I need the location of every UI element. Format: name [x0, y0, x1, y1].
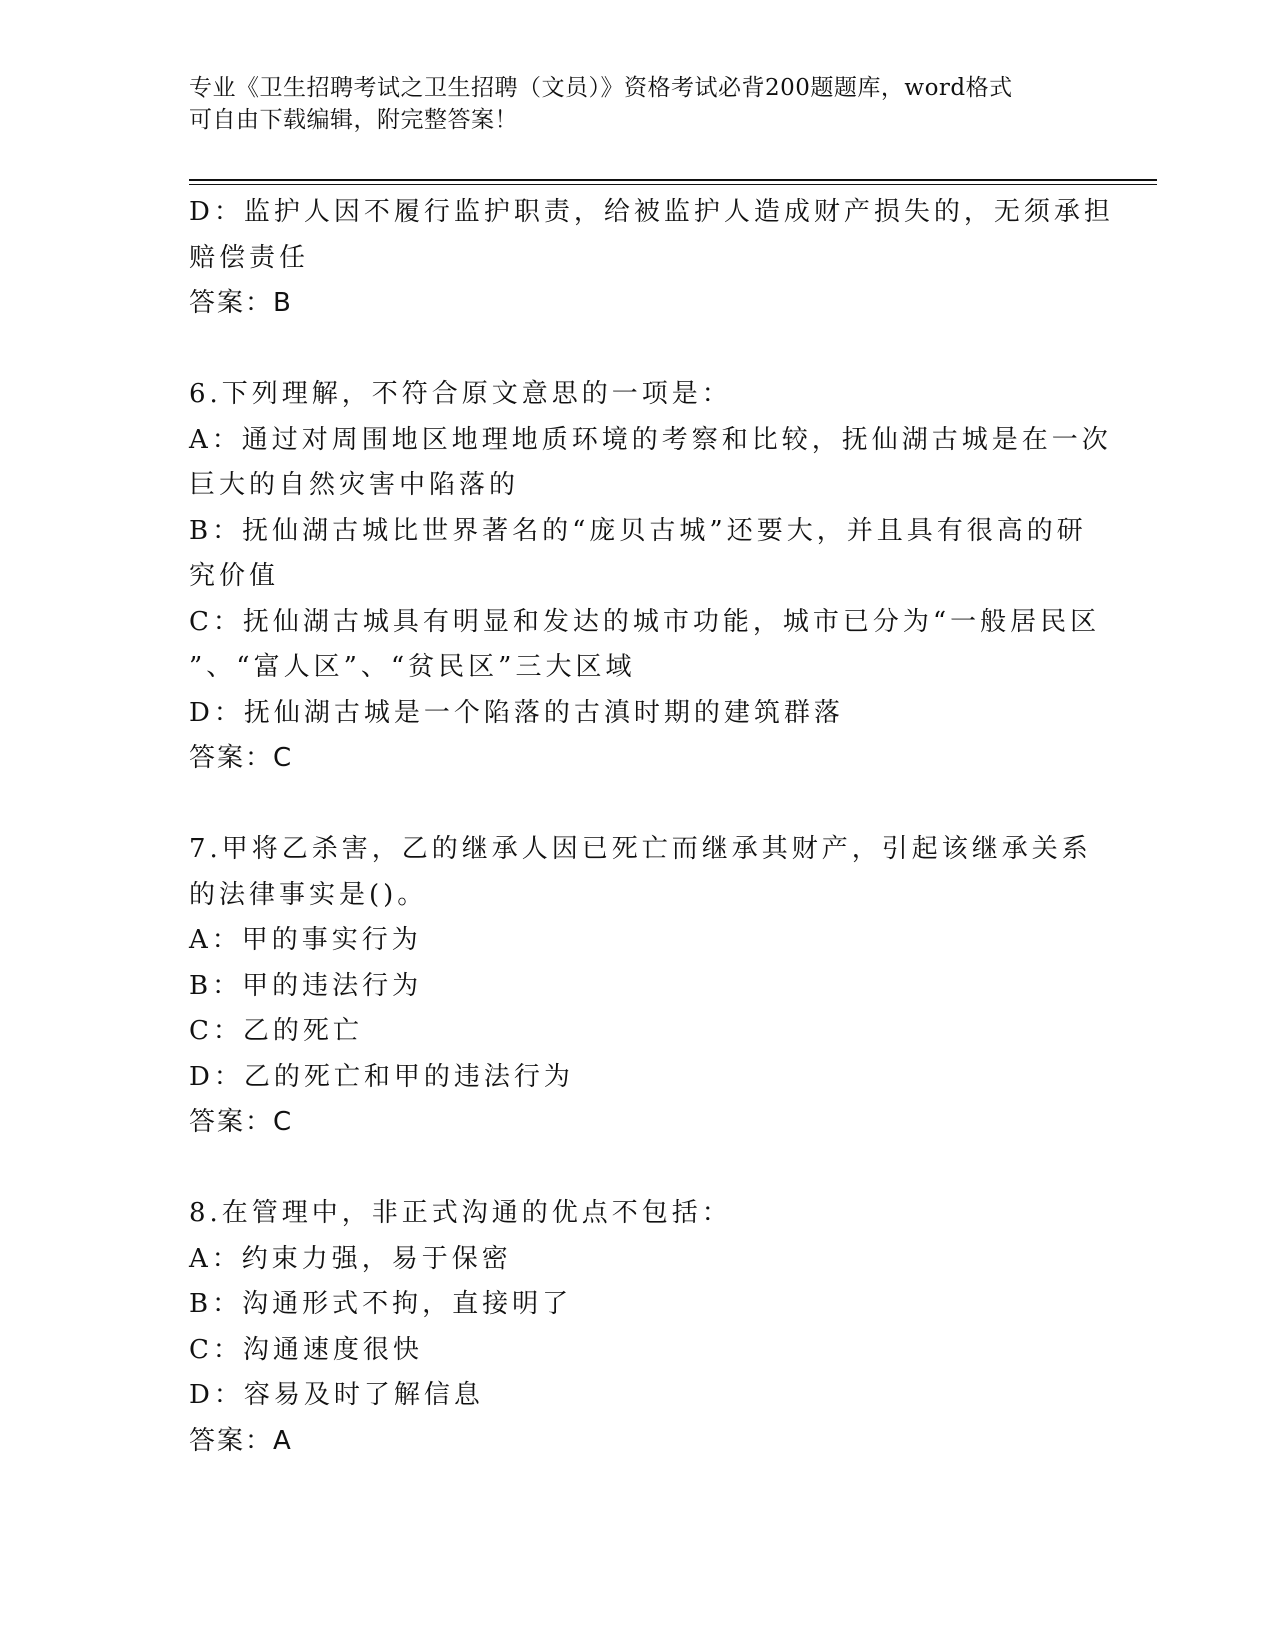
option-d-continued: 赔偿责任 [189, 242, 310, 273]
question-text: 7.甲将乙杀害，乙的继承人因已死亡而继承其财产，引起该继承关系 [189, 834, 1092, 864]
option-a: A：甲的事实行为 [189, 925, 422, 955]
option-c: C：乙的死亡 [189, 1016, 363, 1046]
option-b: B：甲的违法行为 [189, 970, 423, 1001]
option-a: A：约束力强，易于保密 [189, 1243, 512, 1274]
option-d: D：监护人因不履行监护职责，给被监护人造成财产损失的，无须承担 [189, 197, 1114, 227]
option-b: B：抚仙湖古城比世界著名的“庞贝古城”还要大，并且具有很高的研 [189, 515, 1087, 546]
option-d: D：乙的死亡和甲的违法行为 [189, 1061, 574, 1092]
option-b-continued: 究价值 [189, 561, 280, 591]
header-title-line-2: 可自由下载编辑，附完整答案！ [189, 107, 518, 133]
option-a-continued: 巨大的自然灾害中陷落的 [189, 470, 520, 500]
question-text: 8.在管理中，非正式沟通的优点不包括： [189, 1198, 732, 1228]
option-d: D：抚仙湖古城是一个陷落的古滇时期的建筑群落 [189, 697, 844, 728]
answer-line: 答案：C [189, 1107, 294, 1137]
question-5-tail [189, 190, 1114, 327]
question-list [189, 190, 1114, 1464]
answer-line: 答案：B [189, 288, 293, 318]
header-title-line-1: 专业《卫生招聘考试之卫生招聘（文员）》资格考试必背200题题库，word格式 [189, 75, 1013, 101]
question-8 [189, 1191, 1089, 1464]
option-d: D：容易及时了解信息 [189, 1380, 484, 1410]
header-divider-thin [189, 184, 1157, 185]
option-a: A：通过对周围地区地理地质环境的考察和比较，抚仙湖古城是在一次 [189, 424, 1112, 455]
spacer [189, 782, 1089, 828]
question-text-continued: 的法律事实是()。 [189, 879, 428, 910]
option-c-continued: ”、“富人区”、“贫民区”三大区域 [189, 652, 636, 682]
option-b: B：沟通形式不拘，直接明了 [189, 1289, 573, 1319]
answer-line: 答案：A [189, 1425, 293, 1456]
question-text: 6.下列理解，不符合原文意思的一项是： [189, 379, 732, 409]
answer-line: 答案：C [189, 743, 294, 773]
option-c: C：沟通速度很快 [189, 1334, 423, 1365]
option-c: C：抚仙湖古城具有明显和发达的城市功能，城市已分为“一般居民区 [189, 606, 1101, 637]
spacer [189, 327, 1089, 373]
header-divider-thick [189, 179, 1157, 181]
question-7 [189, 827, 1092, 1146]
question-6 [189, 372, 1112, 782]
spacer [189, 1146, 1089, 1192]
document-header [189, 72, 1069, 136]
